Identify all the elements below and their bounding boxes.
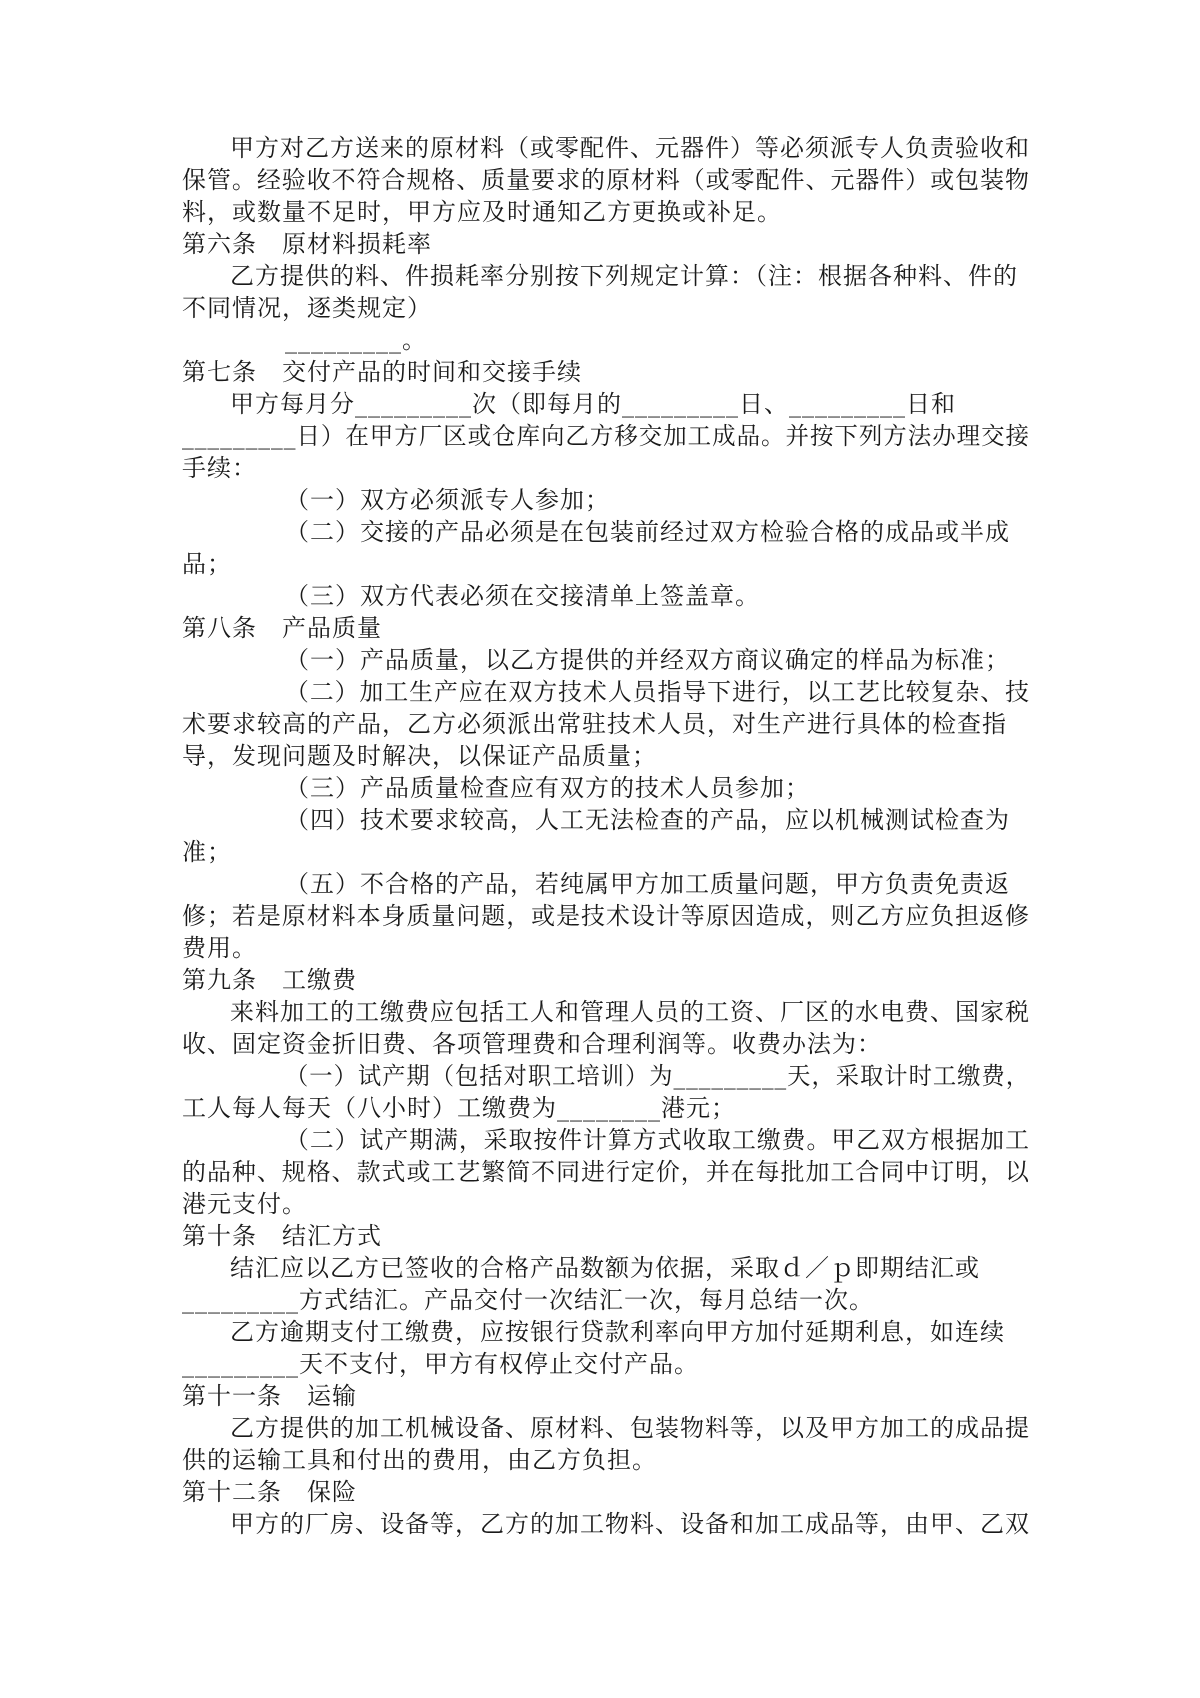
paragraph-line: 港元支付。 [182,1190,307,1218]
list-item: （二）交接的产品必须是在包装前经过双方检验合格的成品或半成 [285,518,1010,546]
paragraph-line: _________日）在甲方厂区或仓库向乙方移交加工成品。并按下列方法办理交接 [182,422,1031,450]
paragraph-line: _________天不支付，甲方有权停止交付产品。 [182,1350,699,1378]
list-item: （一）双方必须派专人参加； [285,486,610,514]
list-item: （一）产品质量，以乙方提供的并经双方商议确定的样品为标准； [285,646,1010,674]
paragraph-line: 的品种、规格、款式或工艺繁简不同进行定价，并在每批加工合同中订明，以 [182,1158,1030,1186]
paragraph-line: 乙方提供的加工机械设备、原材料、包装物料等，以及甲方加工的成品提 [230,1414,1030,1442]
paragraph-line: 供的运输工具和付出的费用，由乙方负担。 [182,1446,657,1474]
paragraph-line: 工人每人每天（八小时）工缴费为________港元； [182,1094,736,1122]
article-heading: 第十二条 保险 [182,1478,357,1506]
paragraph-line: 乙方提供的料、件损耗率分别按下列规定计算：（注：根据各种料、件的 [230,262,1018,290]
article-heading: 第九条 工缴费 [182,966,357,994]
paragraph-line: 保管。经验收不符合规格、质量要求的原材料（或零配件、元器件）或包装物 [182,166,1030,194]
paragraph-line: 乙方逾期支付工缴费，应按银行贷款利率向甲方加付延期利息，如连续 [230,1318,1005,1346]
paragraph-line: 甲方的厂房、设备等，乙方的加工物料、设备和加工成品等，由甲、乙双 [230,1510,1030,1538]
paragraph-line: 甲方每月分_________次（即每月的_________日、_________日和 [230,390,956,418]
paragraph-line: 料，或数量不足时，甲方应及时通知乙方更换或补足。 [182,198,782,226]
paragraph-line: 修；若是原材料本身质量问题，或是技术设计等原因造成，则乙方应负担返修 [182,902,1030,930]
list-item: （三）产品质量检查应有双方的技术人员参加； [285,774,810,802]
paragraph-line: 不同情况，逐类规定） [182,294,432,322]
paragraph-line: 手续： [182,454,257,482]
paragraph-line: 甲方对乙方送来的原材料（或零配件、元器件）等必须派专人负责验收和 [230,134,1030,162]
paragraph-line: 来料加工的工缴费应包括工人和管理人员的工资、厂区的水电费、国家税 [230,998,1030,1026]
list-item: （五）不合格的产品，若纯属甲方加工质量问题，甲方负责免责返 [285,870,1010,898]
list-item: （二）加工生产应在双方技术人员指导下进行，以工艺比较复杂、技 [285,678,1030,706]
article-heading: 第十条 结汇方式 [182,1222,382,1250]
article-heading: 第八条 产品质量 [182,614,382,642]
article-heading: 第十一条 运输 [182,1382,357,1410]
paragraph-line: 导，发现问题及时解决，以保证产品质量； [182,742,657,770]
paragraph-line: 准； [182,838,232,866]
paragraph-line: 结汇应以乙方已签收的合格产品数额为依据，采取ｄ／ｐ即期结汇或 [230,1254,980,1282]
paragraph-line: 收、固定资金折旧费、各项管理费和合理利润等。收费办法为： [182,1030,882,1058]
paragraph-line: _________方式结汇。产品交付一次结汇一次，每月总结一次。 [182,1286,874,1314]
paragraph-line: 品； [182,550,232,578]
list-item: （一）试产期（包括对职工培训）为_________天，采取计时工缴费， [285,1062,1030,1090]
article-heading: 第六条 原材料损耗率 [182,230,432,258]
paragraph-line: 术要求较高的产品，乙方必须派出常驻技术人员，对生产进行具体的检查指 [182,710,1007,738]
blank-fill-line: _________。 [285,326,427,354]
list-item: （二）试产期满，采取按件计算方式收取工缴费。甲乙双方根据加工 [285,1126,1030,1154]
list-item: （四）技术要求较高，人工无法检查的产品，应以机械测试检查为 [285,806,1010,834]
list-item: （三）双方代表必须在交接清单上签盖章。 [285,582,760,610]
paragraph-line: 费用。 [182,934,257,962]
article-heading: 第七条 交付产品的时间和交接手续 [182,358,582,386]
